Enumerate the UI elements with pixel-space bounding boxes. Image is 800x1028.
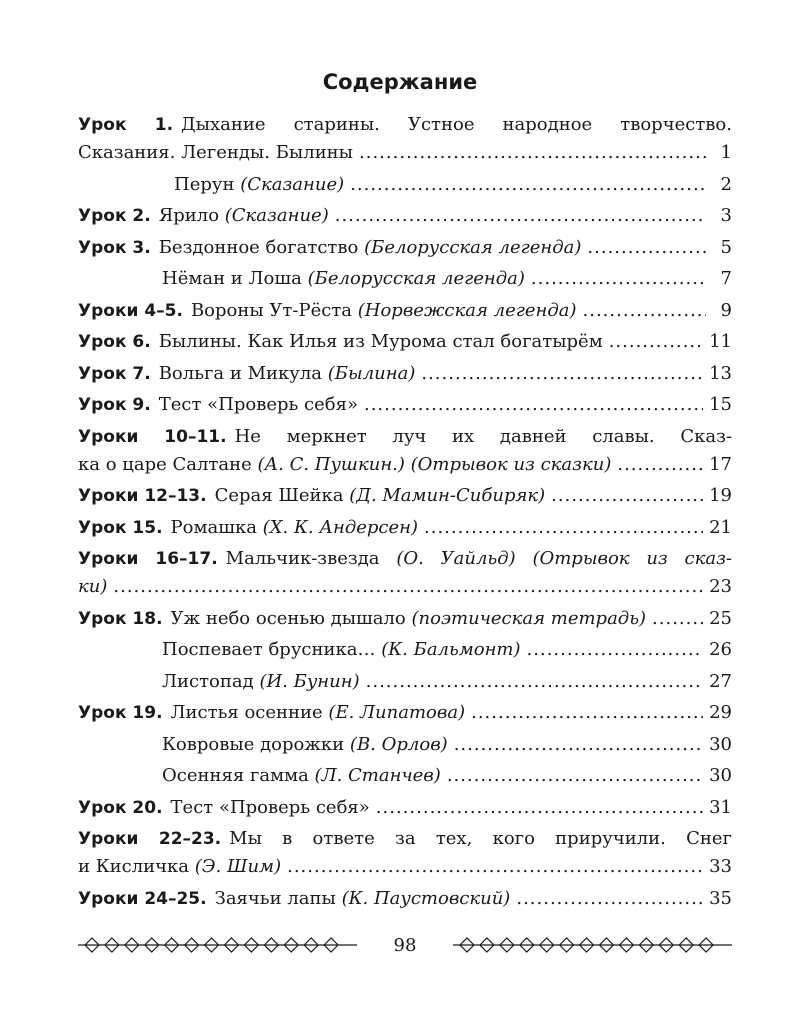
toc-entry-line [78, 514, 732, 542]
leader-dots [350, 171, 706, 199]
lesson-subtitle: (К. Паустовский) [341, 887, 511, 909]
lesson-label: Уроки 12–13. [78, 486, 207, 506]
leader-dots [652, 605, 703, 633]
page-title: Содержание [322, 70, 478, 94]
leader-dots [516, 885, 703, 913]
toc-entry-line [78, 391, 732, 419]
toc-entry-line [78, 111, 732, 139]
lesson-title: Мы в ответе за тех, кого приручили. Снег [229, 828, 732, 849]
leader-dots [551, 482, 703, 510]
toc-entry [78, 762, 732, 790]
page-ref: 21 [709, 516, 732, 538]
lesson-subtitle: (В. Орлов) [349, 733, 448, 755]
page-ref: 19 [709, 485, 732, 506]
leader-dots [113, 573, 703, 601]
lesson-subtitle: (Л. Станчев) [314, 765, 441, 786]
lesson-title: Нёман и Лоша [162, 268, 302, 289]
lesson-title: Перун [174, 173, 235, 195]
toc-entry-line [78, 573, 732, 601]
page-ref: 15 [709, 394, 732, 415]
page-ref: 1 [720, 142, 732, 163]
lesson-title: ка о царе Салтане [78, 453, 252, 475]
lesson-label: Уроки 22–23. [78, 829, 222, 849]
toc-entry-line [78, 171, 732, 199]
page-ref: 30 [709, 733, 732, 755]
toc-entry-line [78, 360, 732, 388]
lesson-title: Листопад [162, 670, 254, 692]
lesson-subtitle: (Э. Шим) [194, 856, 282, 877]
page-ref: 9 [720, 299, 732, 321]
lesson-subtitle: (Сказание) [240, 173, 345, 195]
lesson-label: Урок 6. [78, 332, 151, 352]
lesson-title: Бездонное богатство [158, 236, 359, 258]
lesson-subtitle: ки) [78, 576, 108, 597]
toc-entry [78, 885, 732, 913]
page-ref: 35 [709, 887, 732, 909]
page-ref: 31 [709, 796, 732, 818]
toc-entry-line [78, 699, 732, 727]
toc-entry-line [78, 139, 732, 167]
lesson-title: Серая Шейка [214, 485, 344, 506]
toc-entry-line [78, 328, 732, 356]
page-ref: 33 [709, 856, 732, 877]
page-ref: 17 [709, 453, 732, 475]
toc-entry [78, 328, 732, 356]
toc-entry [78, 297, 732, 325]
lesson-title: Уж небо осенью дышало [170, 607, 406, 629]
toc-entry-line [78, 234, 732, 262]
toc-entry-line [78, 636, 732, 664]
lesson-title: и Кисличка [78, 856, 190, 877]
leader-dots [364, 391, 703, 419]
toc-entry-line [78, 825, 732, 853]
toc-entry [78, 605, 732, 633]
leader-dots [366, 668, 703, 696]
lesson-subtitle: (И. Бунин) [259, 670, 360, 692]
lesson-title: Листья осенние [170, 702, 323, 723]
page-ref: 3 [720, 205, 732, 226]
page-ref: 25 [709, 607, 732, 629]
lesson-subtitle: (Былина) [327, 362, 416, 384]
toc-entry-line [78, 605, 732, 633]
toc-entry [78, 825, 732, 881]
lesson-label: Урок 1. [78, 115, 174, 135]
toc-entry-line [78, 202, 732, 230]
leader-dots [583, 297, 706, 325]
lesson-title: Былины. Как Илья из Мурома стал богатырём [158, 331, 603, 352]
lesson-label: Урок 9. [78, 395, 151, 415]
toc-entry [78, 111, 732, 167]
page-ref: 13 [709, 362, 732, 384]
lesson-label: Уроки 4–5. [78, 300, 183, 321]
lesson-label: Урок 3. [78, 237, 151, 258]
toc-entry-line [78, 668, 732, 696]
toc-entry [78, 668, 732, 696]
page-ref: 5 [720, 236, 732, 258]
leader-dots [617, 451, 703, 479]
lesson-subtitle: (поэтическая тетрадь) [411, 607, 647, 629]
leader-dots [421, 360, 703, 388]
page-ref: 11 [709, 331, 732, 352]
toc-entry [78, 794, 732, 822]
ornament-left-icon [78, 934, 357, 956]
lesson-label: Урок 7. [78, 363, 151, 384]
toc-entry-line [78, 853, 732, 881]
lesson-title: Поспевает брусника… [162, 639, 376, 660]
lesson-title: Вольга и Микула [158, 362, 323, 384]
lesson-title: Тест «Проверь себя» [158, 394, 358, 415]
lesson-title: Тест «Проверь себя» [170, 796, 370, 818]
page-number: 98 [393, 934, 417, 956]
leader-dots [447, 762, 703, 790]
lesson-label: Урок 18. [78, 608, 163, 629]
toc-entry-line [78, 794, 732, 822]
toc-entry [78, 514, 732, 542]
lesson-label: Урок 20. [78, 797, 163, 818]
lesson-label: Урок 19. [78, 703, 163, 723]
leader-dots [424, 514, 703, 542]
lesson-subtitle: (Е. Липатова) [328, 702, 466, 723]
page-ref: 30 [709, 765, 732, 786]
lesson-subtitle: (Сказание) [224, 205, 329, 226]
lesson-label: Уроки 16–17. [78, 549, 218, 569]
lesson-subtitle: (О. Уайльд) (Отрывок из сказ- [396, 548, 732, 569]
table-of-contents [78, 111, 732, 916]
toc-entry-line [78, 885, 732, 913]
toc-entry [78, 423, 732, 479]
toc-entry [78, 482, 732, 510]
lesson-label: Уроки 24–25. [78, 888, 207, 909]
toc-entry [78, 545, 732, 601]
lesson-title: Вороны Ут-Рёста [190, 299, 353, 321]
lesson-subtitle: (К. Бальмонт) [381, 639, 521, 660]
leader-dots [471, 699, 703, 727]
toc-entry [78, 636, 732, 664]
toc-entry-line [78, 482, 732, 510]
toc-entry [78, 699, 732, 727]
lesson-subtitle: (А. С. Пушкин.) (Отрывок из сказки) [257, 453, 612, 475]
toc-entry-line [78, 297, 732, 325]
toc-entry [78, 171, 732, 199]
page-ref: 7 [720, 268, 732, 289]
lesson-subtitle: (Белорусская легенда) [307, 268, 525, 289]
leader-dots [287, 853, 703, 881]
page-footer [78, 930, 732, 960]
toc-entry-line [78, 423, 732, 451]
page-ref: 27 [709, 670, 732, 692]
leader-dots [587, 234, 706, 262]
toc-entry [78, 234, 732, 262]
leader-dots [335, 202, 706, 230]
leader-dots [376, 794, 703, 822]
toc-entry-line [78, 545, 732, 573]
toc-entry-line [78, 451, 732, 479]
lesson-subtitle: (Норвежская легенда) [357, 299, 577, 321]
leader-dots [609, 328, 703, 356]
lesson-title: Не меркнет луч их давней славы. Сказ- [234, 425, 732, 447]
page-ref: 29 [709, 702, 732, 723]
toc-entry [78, 202, 732, 230]
lesson-title: Осенняя гамма [162, 765, 309, 786]
lesson-label: Урок 2. [78, 206, 151, 226]
lesson-label: Урок 15. [78, 517, 163, 538]
toc-entry [78, 391, 732, 419]
leader-dots [359, 139, 706, 167]
toc-entry [78, 731, 732, 759]
leader-dots [531, 265, 706, 293]
lesson-title: Ромашка [170, 516, 257, 538]
lesson-label: Уроки 10–11. [78, 426, 227, 447]
lesson-title: Дыхание старины. Устное народное творчество. [181, 114, 732, 135]
lesson-subtitle: (Д. Мамин-Сибиряк) [349, 485, 546, 506]
lesson-title: Сказания. Легенды. Былины [78, 142, 354, 163]
lesson-title: Заячьи лапы [214, 887, 336, 909]
lesson-title: Ярило [158, 205, 220, 226]
page-ref: 2 [720, 173, 732, 195]
toc-entry-line [78, 762, 732, 790]
toc-entry [78, 360, 732, 388]
toc-entry-line [78, 731, 732, 759]
toc-entry-line [78, 265, 732, 293]
lesson-title: Ковровые дорожки [162, 733, 345, 755]
lesson-title: Мальчик-звезда [225, 548, 380, 569]
leader-dots [527, 636, 704, 664]
ornament-right-icon [453, 934, 732, 956]
page-ref: 23 [709, 576, 732, 597]
page-ref: 26 [709, 639, 732, 660]
lesson-subtitle: (Белорусская легенда) [364, 236, 582, 258]
leader-dots [454, 731, 703, 759]
lesson-subtitle: (Х. К. Андерсен) [262, 516, 419, 538]
toc-entry [78, 265, 732, 293]
